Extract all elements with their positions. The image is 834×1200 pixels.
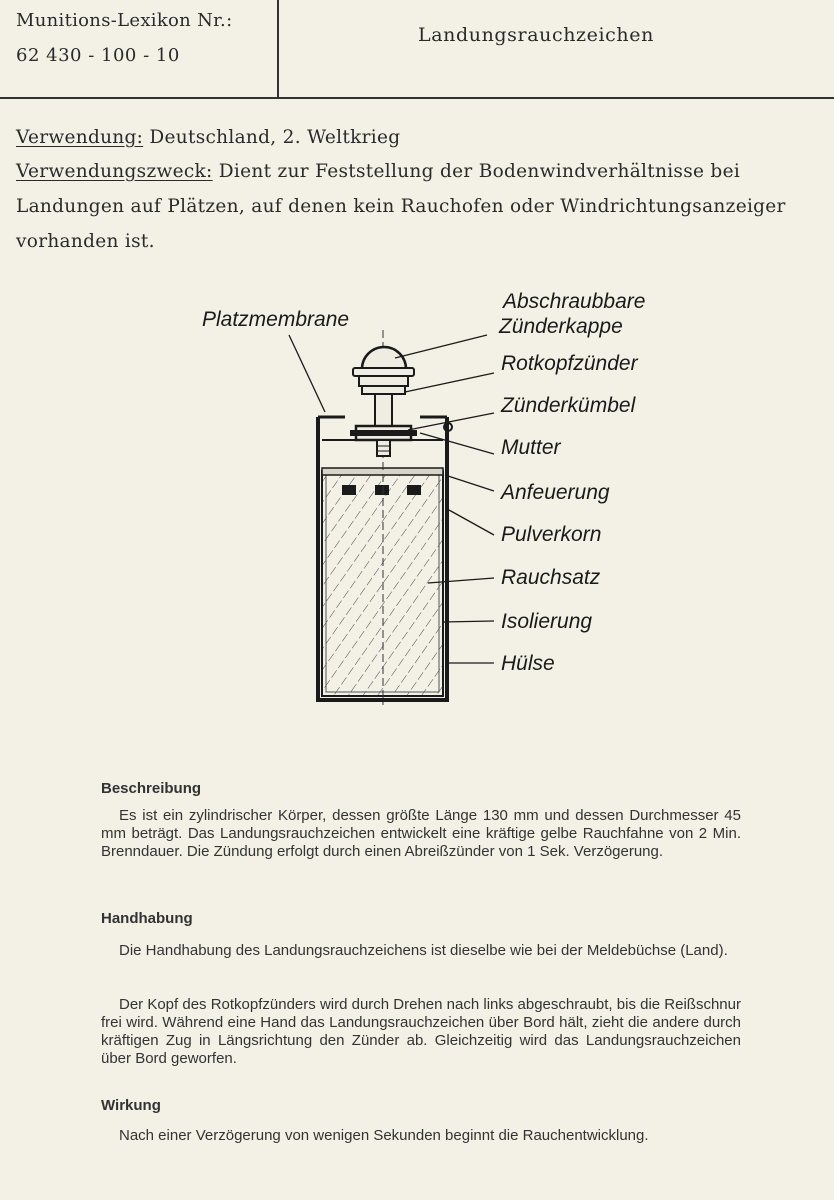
label-abschraubbare: Abschraubbare xyxy=(503,290,646,313)
lexikon-label: Munitions-Lexikon Nr.: xyxy=(16,10,233,31)
zweck-line-1 xyxy=(16,161,828,182)
label-zuenderkuembel: Zünderkümbel xyxy=(501,394,636,417)
verwendung-line xyxy=(16,127,828,148)
paragraph-wirkung: Nach einer Verzögerung von wenigen Sekunden beginnt die Rauchentwicklung. xyxy=(119,1127,649,1144)
heading-wirkung: Wirkung xyxy=(101,1097,161,1114)
lexikon-box xyxy=(0,0,279,97)
verwendung-text: Deutschland, 2. Weltkrieg xyxy=(149,127,401,148)
zweck-text-1: Dient zur Feststellung der Bodenwindverhältnisse bei xyxy=(218,161,741,182)
paragraph-beschreibung: Es ist ein zylindrischer Körper, dessen größte Länge 130 mm und dessen Durchmesser 45 mm beträgt. Das Landungsrauchzeichen entwickelt eine kräftige gelbe Rauchfahne von 2 Min. Brenndauer. Die Zündung erfolgt durch einen Abreißzünder von 1 Sek. Verzögerung. xyxy=(101,807,741,860)
verwendung-label: Verwendung: xyxy=(16,127,144,148)
paragraph-handhabung-2: Der Kopf des Rotkopfzünders wird durch Drehen nach links abgeschraubt, bis die Reißschnur frei wird. Während eine Hand das Landungsrauchzeichen über Bord hält, zieht die andere durch kräftigen Zug in Längsrichtung den Zünder ab. Gleichzeitig wird das Landungsrauchzeichen über Bord geworfen. xyxy=(101,996,741,1067)
label-mutter: Mutter xyxy=(501,436,561,459)
label-platzmembrane: Platzmembrane xyxy=(202,308,350,331)
landungsrauchzeichen-diagram xyxy=(170,280,670,710)
pulverkorn-block xyxy=(342,485,356,495)
pulverkorn-block xyxy=(375,485,389,495)
label-pulverkorn: Pulverkorn xyxy=(501,523,602,546)
label-rotkopfzuender: Rotkopfzünder xyxy=(501,352,638,375)
document-header xyxy=(0,0,834,99)
document-title: Landungsrauchzeichen xyxy=(418,24,654,46)
label-huelse: Hülse xyxy=(501,652,555,675)
heading-beschreibung: Beschreibung xyxy=(101,780,202,797)
label-anfeuerung: Anfeuerung xyxy=(501,481,610,504)
fuze-cap xyxy=(362,347,406,369)
zweck-line-3: vorhanden ist. xyxy=(16,231,155,252)
label-rauchsatz: Rauchsatz xyxy=(501,566,601,589)
zweck-label: Verwendungszweck: xyxy=(16,161,213,182)
pulverkorn-block xyxy=(407,485,421,495)
zweck-line-2: Landungen auf Plätzen, auf denen kein Rauchofen oder Windrichtungsanzeiger xyxy=(16,196,786,217)
label-isolierung: Isolierung xyxy=(501,610,593,633)
heading-handhabung: Handhabung xyxy=(101,910,193,927)
paragraph-handhabung-1: Die Handhabung des Landungsrauchzeichens ist dieselbe wie bei der Meldebüchse (Land). xyxy=(119,942,728,959)
lexikon-number: 62 430 - 100 - 10 xyxy=(16,45,180,66)
label-zuenderkappe: Zünderkappe xyxy=(499,315,623,338)
